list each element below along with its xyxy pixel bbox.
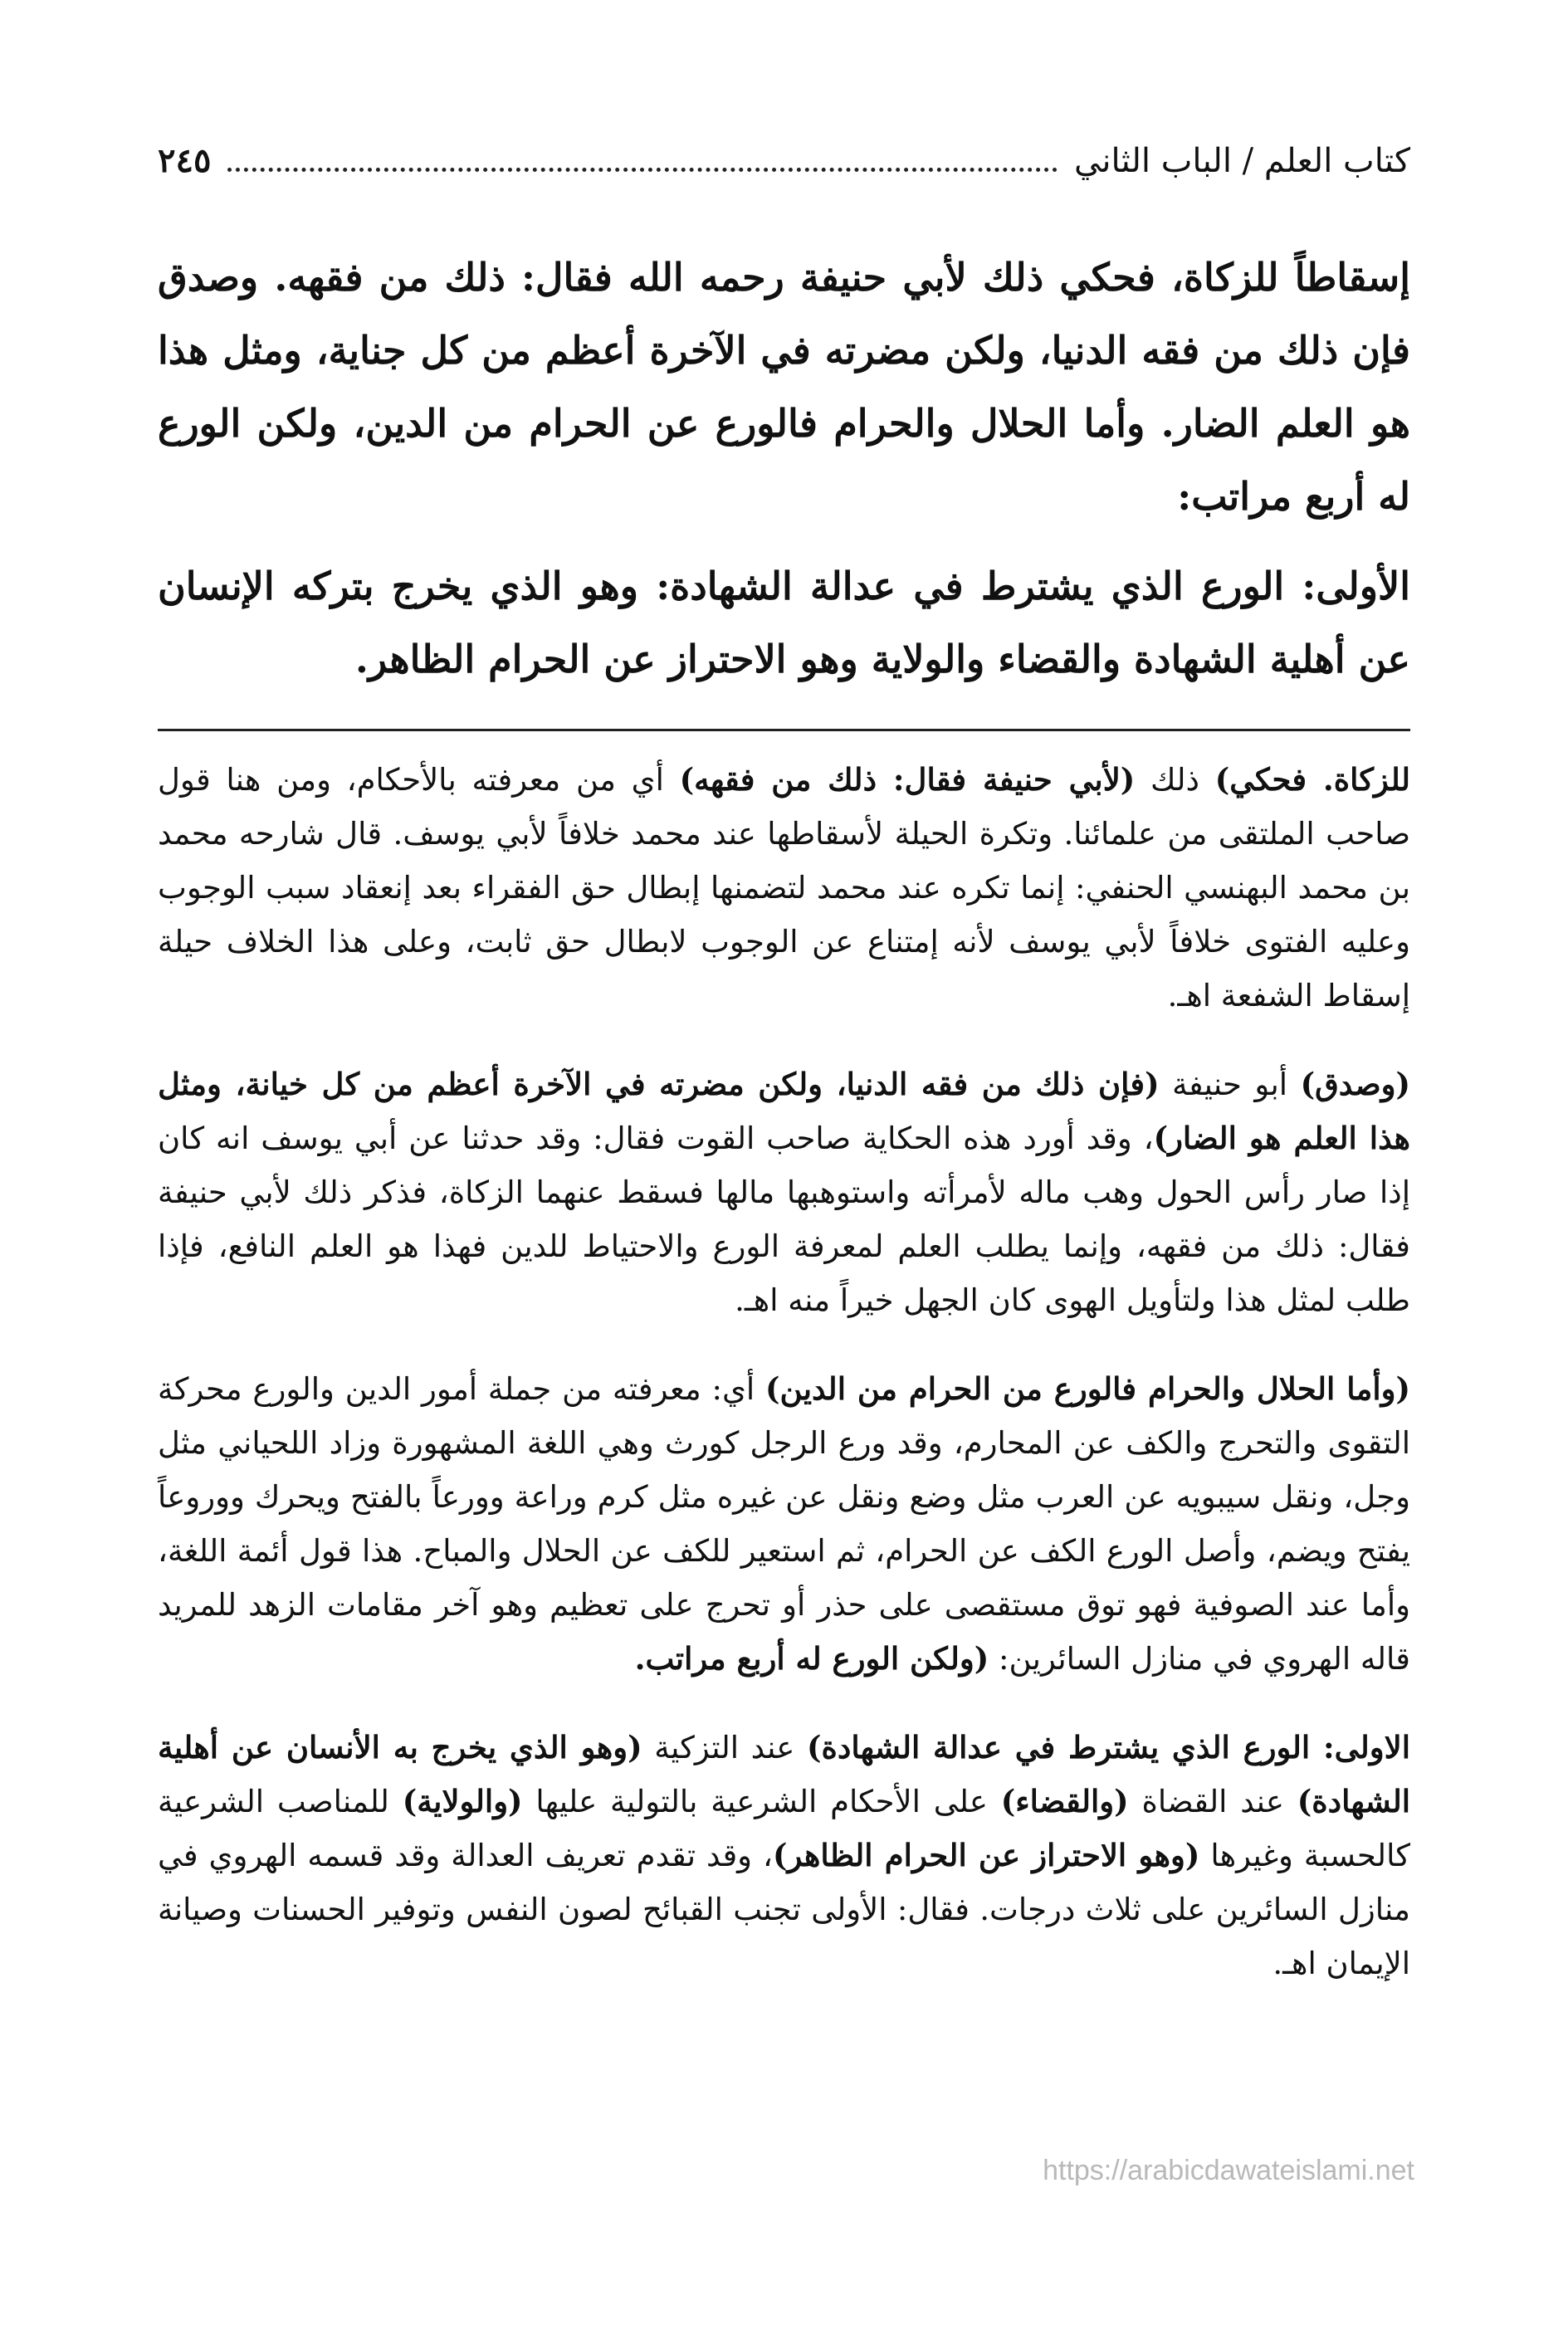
watermark-url: https://arabicdawateislami.net [1043, 2155, 1414, 2186]
quoted-text: (وأما الحلال والحرام فالورع من الحرام من الدين) [765, 1370, 1410, 1407]
commentary-text: عند التزكية [642, 1730, 808, 1765]
quoted-text: (ولكن الورع له أربع مراتب. [634, 1640, 989, 1677]
main-paragraph: إسقاطاً للزكاة، فحكي ذلك لأبي حنيفة رحمه الله فقال: ذلك من فقهه. وصدق فإن ذلك من فقه الدنيا، ولكن مضرته في الآخرة أعظم من كل جناية، ومثل هذا هو العلم الضار. وأما الحلال والحرام فالورع عن الحرام من الدين، ولكن الورع له أربع مراتب: [158, 255, 1410, 519]
commentary-text: ، وقد تقدم تعريف العدالة وقد قسمه الهروي في منازل السائرين على ثلاث درجات. فقال: الأولى تجنب القبائح لصون النفس وتوفير الحسنات وصيانة الإيمان اهـ. [158, 1838, 1410, 1981]
quoted-text: (وصدق) [1300, 1066, 1410, 1102]
commentary-text: عند القضاة [1128, 1784, 1297, 1819]
commentary-text: أبو حنيفة [1159, 1067, 1301, 1102]
quoted-text: (والولاية) [402, 1783, 523, 1819]
main-paragraph [158, 549, 1410, 696]
chapter-title: كتاب العلم / الباب الثاني [1074, 142, 1410, 180]
quoted-text: (والقضاء) [1000, 1783, 1129, 1819]
commentary-text: أي من معرفته بالأحكام، ومن هنا قول صاحب الملتقى من علمائنا. وتكرة الحيلة لأسقاطها عند محمد خلافاً لأبي يوسف. قال شارحه محمد بن محمد البهنسي الحنفي: إنما تكره عند محمد لتضمنها إبطال حق الفقراء بعد إنعقاد سبب الوجوب وعليه الفتوى خلافاً لأبي يوسف لأنه إمتناع عن الوجوب لابطال حق ثابت، وعلى هذا الخلاف حيلة إسقاط الشفعة اهـ. [158, 762, 1410, 1013]
commentary-section [158, 753, 1410, 1990]
dotted-leader [227, 149, 1058, 172]
footnote-divider [158, 729, 1410, 731]
paragraph-lead: الأولى: [1302, 564, 1410, 608]
page-number: ٢٤٥ [158, 141, 212, 180]
quoted-text: (وهو الاحتراز عن الحرام الظاهر) [772, 1837, 1200, 1873]
commentary-text: للمناصب الشرعية كالحسبة وغيرها [158, 1784, 1410, 1873]
commentary-paragraph [158, 753, 1410, 1023]
commentary-text: ، وقد أورد هذه الحكاية صاحب القوت فقال: وقد حدثنا عن أبي يوسف انه كان إذا صار رأس الحول وهب ماله لأمرأته واستوهبها مالها فسقط عنهما الزكاة، فذكر ذلك لأبي حنيفة فقال: ذلك من فقهه، وإنما يطلب العلم لمعرفة الورع والاحتياط للدين فهذا هو العلم النافع، فإذا طلب لمثل هذا ولتأويل الهوى كان الجهل خيراً منه اهـ. [158, 1121, 1410, 1318]
commentary-paragraph [158, 1362, 1410, 1686]
running-header [158, 141, 1410, 191]
commentary-text: ذلك [1135, 762, 1215, 798]
main-text [158, 241, 1410, 696]
quoted-text: (لأبي حنيفة فقال: ذلك من فقهه) [679, 761, 1136, 798]
quoted-text: (وهو الذي يخرج به الأنسان عن أهلية الشهادة) [158, 1729, 1411, 1819]
paragraph-text: الورع الذي يشترط في عدالة الشهادة: وهو الذي يخرج بتركه الإنسان عن أهلية الشهادة والقضاء والولاية وهو الاحتراز عن الحرام الظاهر. [158, 564, 1410, 681]
commentary-text: على الأحكام الشرعية بالتولية عليها [522, 1784, 1001, 1819]
commentary-paragraph [158, 1057, 1410, 1327]
commentary-text: أي: معرفته من جملة أمور الدين والورع محركة التقوى والتحرج والكف عن المحارم، وقد ورع الرجل كورث وهي اللغة المشهورة وزاد اللحياني مثل وجل، ونقل سيبويه عن العرب مثل وضع ونقل عن غيره مثل كرم وراعة وورعاً بالفتح ويحرك ووروعاً يفتح ويضم، وأصل الورع الكف عن الحرام، ثم استعير للكف عن الحلال والمباح. هذا قول أئمة اللغة، وأما عند الصوفية فهو توق مستقصى على حذر أو تحرج على تعظيم وهو آخر مقامات الزهد للمريد قاله الهروي في منازل السائرين: [158, 1371, 1410, 1677]
quoted-text: للزكاة. فحكي) [1214, 761, 1410, 798]
commentary-paragraph [158, 1721, 1410, 1990]
quoted-text: (فإن ذلك من فقه الدنيا، ولكن مضرته في الآخرة أعظم من كل خيانة، ومثل هذا العلم هو الضار) [158, 1066, 1411, 1156]
quoted-text: الاولى: الورع الذي يشترط في عدالة الشهادة) [807, 1729, 1411, 1765]
